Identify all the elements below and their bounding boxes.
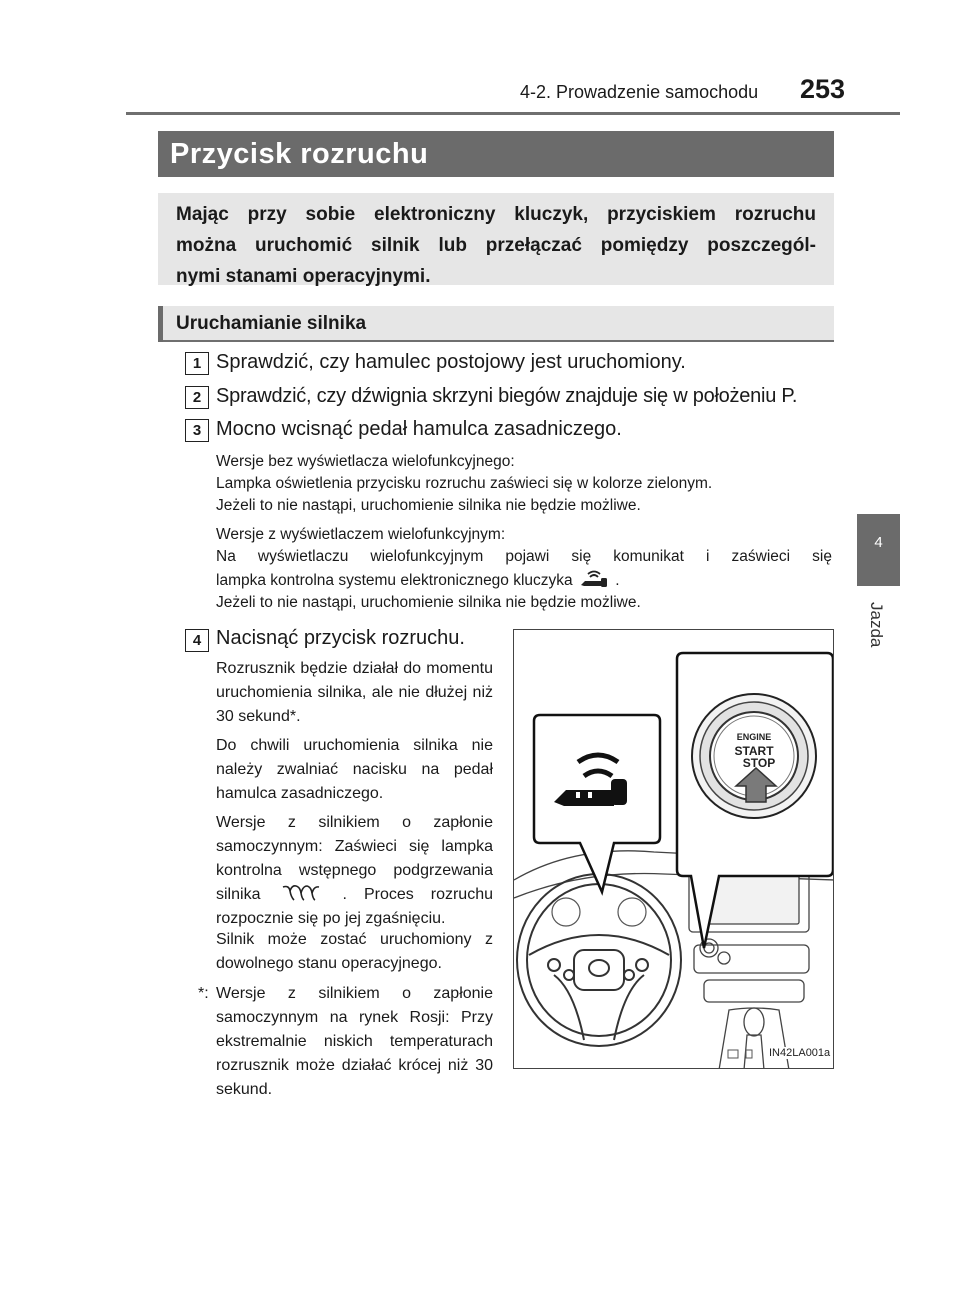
button-label-start: START <box>734 744 774 758</box>
glow-plug-indicator-icon <box>279 883 323 903</box>
footnote: Wersje z silnikiem o zapłonie samoczynnym na rynek Rosji: Przy ekstremalnie niskich temperaturach rozrusznik może działać krócej niż 30 sekund. <box>216 985 493 1098</box>
chapter-label: Jazda <box>867 602 886 648</box>
step-text-1: Sprawdzić, czy hamulec postojowy jest uruchomiony. <box>216 351 686 373</box>
page-number: 253 <box>800 74 846 104</box>
note-display-line-2: lampka kontrolna systemu elektronicznego kluczyka . <box>216 568 832 592</box>
header-rule <box>126 112 900 115</box>
note-display-line-1: Na wyświetlaczu wielofunkcyjnym pojawi się komunikat i zaświeci się <box>216 548 832 565</box>
section-subheading: Uruchamianie silnika <box>158 306 834 342</box>
note-no-display-line-1: Lampka oświetlenia przycisku rozruchu zaświeci się w kolorze zielonym. <box>216 475 713 492</box>
chapter-tab: 4 <box>857 514 900 586</box>
step4-note-2: Do chwili uruchomienia silnika nie należy zwalniać nacisku na pedał hamulca zasadniczego. <box>216 737 493 802</box>
page-title: Przycisk rozruchu <box>158 131 834 177</box>
intro-box <box>158 193 834 285</box>
intro-line-1: Mając przy sobie elektroniczny kluczyk, przyciskiem rozruchu <box>176 204 816 225</box>
note-no-display-line-2: Jeżeli to nie nastąpi, uruchomienie silnika nie będzie możliwe. <box>216 497 641 514</box>
step-text-3: Mocno wcisnąć pedał hamulca zasadniczego. <box>216 418 622 440</box>
step-number-4: 4 <box>185 629 209 652</box>
intro-line-3: nymi stanami operacyjnymi. <box>176 266 431 287</box>
step-number-2: 2 <box>185 386 209 409</box>
note-display-line-3: Jeżeli to nie nastąpi, uruchomienie silnika nie będzie możliwe. <box>216 594 641 611</box>
step-text-4: Nacisnąć przycisk rozruchu. <box>216 627 465 649</box>
smart-key-indicator-icon <box>579 568 609 588</box>
footnote-mark: *: <box>198 985 209 1002</box>
step-text-2: Sprawdzić, czy dźwignia skrzyni biegów znajduje się w położeniu P. <box>216 385 798 407</box>
step-number-3: 3 <box>185 419 209 442</box>
intro-line-2: można uruchomić silnik lub przełączać pomiędzy poszczegól- <box>176 235 816 256</box>
note-no-display <box>216 451 832 517</box>
step4-note-3: Wersje z silnikiem o zapłonie samoczynnym: Zaświeci się lampka kontrolna wstępnego podgrzewania silnika . Proces rozruchu rozpocznie się po jej zgaśnięciu. <box>216 814 493 927</box>
dashboard-illustration <box>514 630 834 1069</box>
note-no-display-heading: Wersje bez wyświetlacza wielofunkcyjnego: <box>216 453 515 470</box>
step4-note-1: Rozrusznik będzie działał do momentu uruchomienia silnika, ale nie dłużej niż 30 sekund*. <box>216 660 493 725</box>
note-display <box>216 524 832 614</box>
button-label-stop: STOP <box>742 756 776 770</box>
note-display-heading: Wersje z wyświetlaczem wielofunkcyjnym: <box>216 526 506 543</box>
button-label-engine: ENGINE <box>736 732 772 742</box>
running-header-section: 4-2. Prowadzenie samochodu <box>520 82 759 102</box>
engine-start-figure <box>513 629 834 1069</box>
step4-note-4: Silnik może zostać uruchomiony z dowolnego stanu operacyjnego. <box>216 931 493 972</box>
step-number-1: 1 <box>185 352 209 375</box>
figure-code: IN42LA001a <box>769 1047 831 1059</box>
